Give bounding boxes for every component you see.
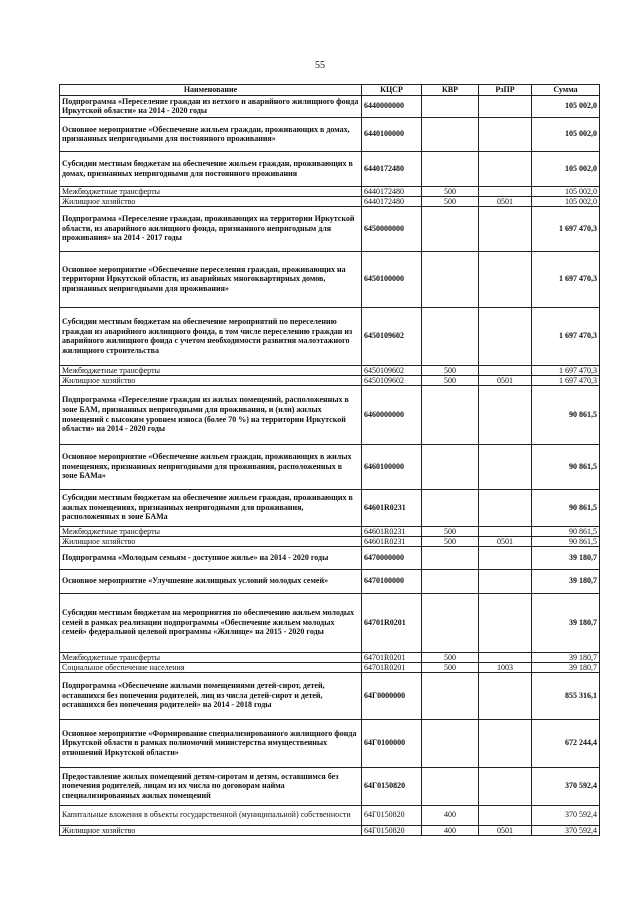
table-row: [60, 385, 600, 444]
row-sum: 1 697 470,3: [532, 251, 600, 307]
table-row: [60, 444, 600, 489]
row-rzpr: [479, 444, 532, 489]
row-name: Основное мероприятие «Улучшение жилищных условий молодых семей»: [60, 569, 362, 593]
row-name: Социальное обеспечение населения: [60, 662, 362, 672]
row-code: 6440172480: [362, 151, 422, 186]
row-rzpr: [479, 719, 532, 767]
row-code: 6440100000: [362, 117, 422, 151]
column-header-rzpr: РзПР: [479, 85, 532, 96]
row-code: 6450109602: [362, 365, 422, 375]
table-row: [60, 805, 600, 825]
column-header-sum: Сумма: [532, 85, 600, 96]
page-number: 55: [315, 60, 325, 71]
row-sum: 370 592,4: [532, 825, 600, 835]
row-sum: 105 002,0: [532, 117, 600, 151]
row-sum: 1 697 470,3: [532, 206, 600, 251]
table-row: [60, 307, 600, 365]
row-code: 6460100000: [362, 444, 422, 489]
row-name: Капитальные вложения в объекты государственной (муниципальной) собственности: [60, 805, 362, 825]
row-code: 6470100000: [362, 569, 422, 593]
table-row: [60, 719, 600, 767]
table-row: [60, 662, 600, 672]
column-header-name: Наименование: [60, 85, 362, 96]
table-row: [60, 652, 600, 662]
row-kvr: 500: [422, 536, 479, 546]
row-code: 6460000000: [362, 385, 422, 444]
row-code: 64701R0201: [362, 593, 422, 652]
row-name: Предоставление жилых помещений детям-сиротам и детям, оставшимся без попечения родителей, лицам из их числа по договорам найма специализированных жилых помещений: [60, 767, 362, 805]
row-code: 6470000000: [362, 546, 422, 569]
row-name: Межбюджетные трансферты: [60, 526, 362, 536]
row-code: 64701R0201: [362, 652, 422, 662]
row-name: Межбюджетные трансферты: [60, 365, 362, 375]
row-kvr: [422, 444, 479, 489]
row-sum: 39 180,7: [532, 662, 600, 672]
table-row: [60, 593, 600, 652]
row-name: Подпрограмма «Переселение граждан, проживающих на территории Иркутской области, из аварийного жилищного фонда, признанного непригодным для проживания» на 2014 - 2017 годы: [60, 206, 362, 251]
row-rzpr: [479, 365, 532, 375]
budget-table: [59, 84, 600, 836]
row-code: 6450000000: [362, 206, 422, 251]
row-name: Основное мероприятие «Обеспечение жильем граждан, проживающих в домах, признанных непригодными для постоянного проживания»: [60, 117, 362, 151]
table-row: [60, 151, 600, 186]
row-code: 64701R0201: [362, 662, 422, 672]
column-header-kvr: КВР: [422, 85, 479, 96]
row-sum: 90 861,5: [532, 526, 600, 536]
row-sum: 672 244,4: [532, 719, 600, 767]
table-row: [60, 95, 600, 117]
table-row: [60, 546, 600, 569]
row-name: Основное мероприятие «Обеспечение переселения граждан, проживающих на территории Иркутской области, из аварийных многоквартирных домов, признанных непригодными для проживания»: [60, 251, 362, 307]
row-rzpr: [479, 652, 532, 662]
row-sum: 105 002,0: [532, 186, 600, 196]
row-sum: 370 592,4: [532, 767, 600, 805]
row-rzpr: [479, 767, 532, 805]
row-name: Субсидии местным бюджетам на обеспечение мероприятий по переселению граждан из аварийного жилищного фонда, в том числе переселению граждан из аварийного жилищного фонда с учетом необходимости развития малоэтажного жилищного строительства: [60, 307, 362, 365]
row-code: 64Г0150820: [362, 805, 422, 825]
row-kvr: [422, 307, 479, 365]
row-rzpr: 0501: [479, 536, 532, 546]
row-sum: 105 002,0: [532, 95, 600, 117]
row-code: 64Г0000000: [362, 672, 422, 719]
row-kvr: [422, 385, 479, 444]
row-kvr: 500: [422, 662, 479, 672]
row-code: 64601R0231: [362, 526, 422, 536]
row-rzpr: [479, 546, 532, 569]
row-rzpr: [479, 569, 532, 593]
table-row: [60, 206, 600, 251]
column-header-code: КЦСР: [362, 85, 422, 96]
row-name: Субсидии местным бюджетам на мероприятия по обеспечению жильем молодых семей в рамках реализации подпрограммы «Обеспечение жильем молодых семей» федеральной целевой программы «Жилище» на 2015 - 2020 годы: [60, 593, 362, 652]
row-rzpr: [479, 307, 532, 365]
row-kvr: [422, 251, 479, 307]
row-kvr: [422, 569, 479, 593]
row-rzpr: [479, 95, 532, 117]
row-sum: 105 002,0: [532, 196, 600, 206]
row-name: Подпрограмма «Переселение граждан из жилых помещений, расположенных в зоне БАМ, признанных непригодными для проживания, и (или) жилых помещений с высоким уровнем износа (более 70 %) на территории Иркутской области» на 2014 - 2020 годы: [60, 385, 362, 444]
row-name: Жилищное хозяйство: [60, 825, 362, 835]
row-kvr: 500: [422, 365, 479, 375]
row-sum: 90 861,5: [532, 385, 600, 444]
row-kvr: 500: [422, 186, 479, 196]
row-kvr: 400: [422, 805, 479, 825]
row-name: Подпрограмма «Молодым семьям - доступное жилье» на 2014 - 2020 годы: [60, 546, 362, 569]
row-sum: 90 861,5: [532, 444, 600, 489]
row-code: 64Г0100000: [362, 719, 422, 767]
row-sum: 1 697 470,3: [532, 375, 600, 385]
row-kvr: [422, 117, 479, 151]
row-kvr: [422, 719, 479, 767]
row-rzpr: [479, 206, 532, 251]
table-row: [60, 251, 600, 307]
row-rzpr: [479, 251, 532, 307]
row-kvr: 500: [422, 196, 479, 206]
row-rzpr: [479, 151, 532, 186]
row-code: 64601R0231: [362, 536, 422, 546]
row-name: Жилищное хозяйство: [60, 536, 362, 546]
row-sum: 1 697 470,3: [532, 365, 600, 375]
table-row: [60, 117, 600, 151]
row-name: Основное мероприятие «Формирование специализированного жилищного фонда Иркутской области в рамках полномочий министерства имущественных отношений Иркутской области»: [60, 719, 362, 767]
table-row: [60, 526, 600, 536]
table-row: [60, 672, 600, 719]
row-rzpr: 0501: [479, 196, 532, 206]
row-kvr: [422, 489, 479, 526]
row-name: Подпрограмма «Переселение граждан из ветхого и аварийного жилищного фонда Иркутской области» на 2014 - 2020 годы: [60, 95, 362, 117]
row-code: 6440172480: [362, 186, 422, 196]
row-name: Межбюджетные трансферты: [60, 186, 362, 196]
row-rzpr: [479, 526, 532, 536]
row-rzpr: [479, 593, 532, 652]
row-name: Подпрограмма «Обеспечение жилыми помещениями детей-сирот, детей, оставшихся без попечения родителей, лиц из числа детей-сирот и детей, оставшихся без попечения родителей» на 2014 - 2018 годы: [60, 672, 362, 719]
row-code: 64Г0150820: [362, 825, 422, 835]
row-name: Жилищное хозяйство: [60, 375, 362, 385]
row-name: Основное мероприятие «Обеспечение жильем граждан, проживающих в жилых помещениях, признанных непригодными для проживания, расположенных в зоне БАМа»: [60, 444, 362, 489]
row-kvr: 500: [422, 652, 479, 662]
row-code: 64601R0231: [362, 489, 422, 526]
row-kvr: 500: [422, 375, 479, 385]
row-sum: 39 180,7: [532, 593, 600, 652]
row-name: Субсидии местным бюджетам на обеспечение жильем граждан, проживающих в домах, признанных непригодными для постоянного проживания: [60, 151, 362, 186]
row-kvr: [422, 546, 479, 569]
row-code: 6440000000: [362, 95, 422, 117]
row-kvr: [422, 95, 479, 117]
table-row: [60, 569, 600, 593]
row-code: 6440172480: [362, 196, 422, 206]
table-row: [60, 536, 600, 546]
row-sum: 39 180,7: [532, 569, 600, 593]
table-row: [60, 375, 600, 385]
row-rzpr: [479, 805, 532, 825]
row-sum: 1 697 470,3: [532, 307, 600, 365]
row-code: 6450109602: [362, 375, 422, 385]
row-rzpr: [479, 117, 532, 151]
row-rzpr: [479, 385, 532, 444]
row-rzpr: [479, 489, 532, 526]
row-kvr: [422, 206, 479, 251]
table-row: [60, 489, 600, 526]
row-rzpr: [479, 186, 532, 196]
row-kvr: [422, 672, 479, 719]
row-name: Субсидии местным бюджетам на обеспечение жильем граждан, проживающих в жилых помещениях, признанных непригодными для проживания, расположенных в зоне БАМа: [60, 489, 362, 526]
row-kvr: [422, 767, 479, 805]
row-kvr: 500: [422, 526, 479, 536]
row-rzpr: 0501: [479, 375, 532, 385]
table-row: [60, 825, 600, 835]
row-kvr: [422, 593, 479, 652]
row-name: Межбюджетные трансферты: [60, 652, 362, 662]
row-kvr: [422, 151, 479, 186]
table-row: [60, 365, 600, 375]
row-name: Жилищное хозяйство: [60, 196, 362, 206]
row-rzpr: [479, 672, 532, 719]
row-sum: 90 861,5: [532, 489, 600, 526]
table-row: [60, 186, 600, 196]
table-row: [60, 196, 600, 206]
row-code: 64Г0150820: [362, 767, 422, 805]
row-sum: 90 861,5: [532, 536, 600, 546]
row-rzpr: 0501: [479, 825, 532, 835]
row-code: 6450109602: [362, 307, 422, 365]
row-sum: 105 002,0: [532, 151, 600, 186]
row-sum: 39 180,7: [532, 546, 600, 569]
row-sum: 855 316,1: [532, 672, 600, 719]
row-code: 6450100000: [362, 251, 422, 307]
row-kvr: 400: [422, 825, 479, 835]
row-sum: 39 180,7: [532, 652, 600, 662]
row-rzpr: 1003: [479, 662, 532, 672]
table-header-row: [60, 85, 600, 96]
table-row: [60, 767, 600, 805]
row-sum: 370 592,4: [532, 805, 600, 825]
